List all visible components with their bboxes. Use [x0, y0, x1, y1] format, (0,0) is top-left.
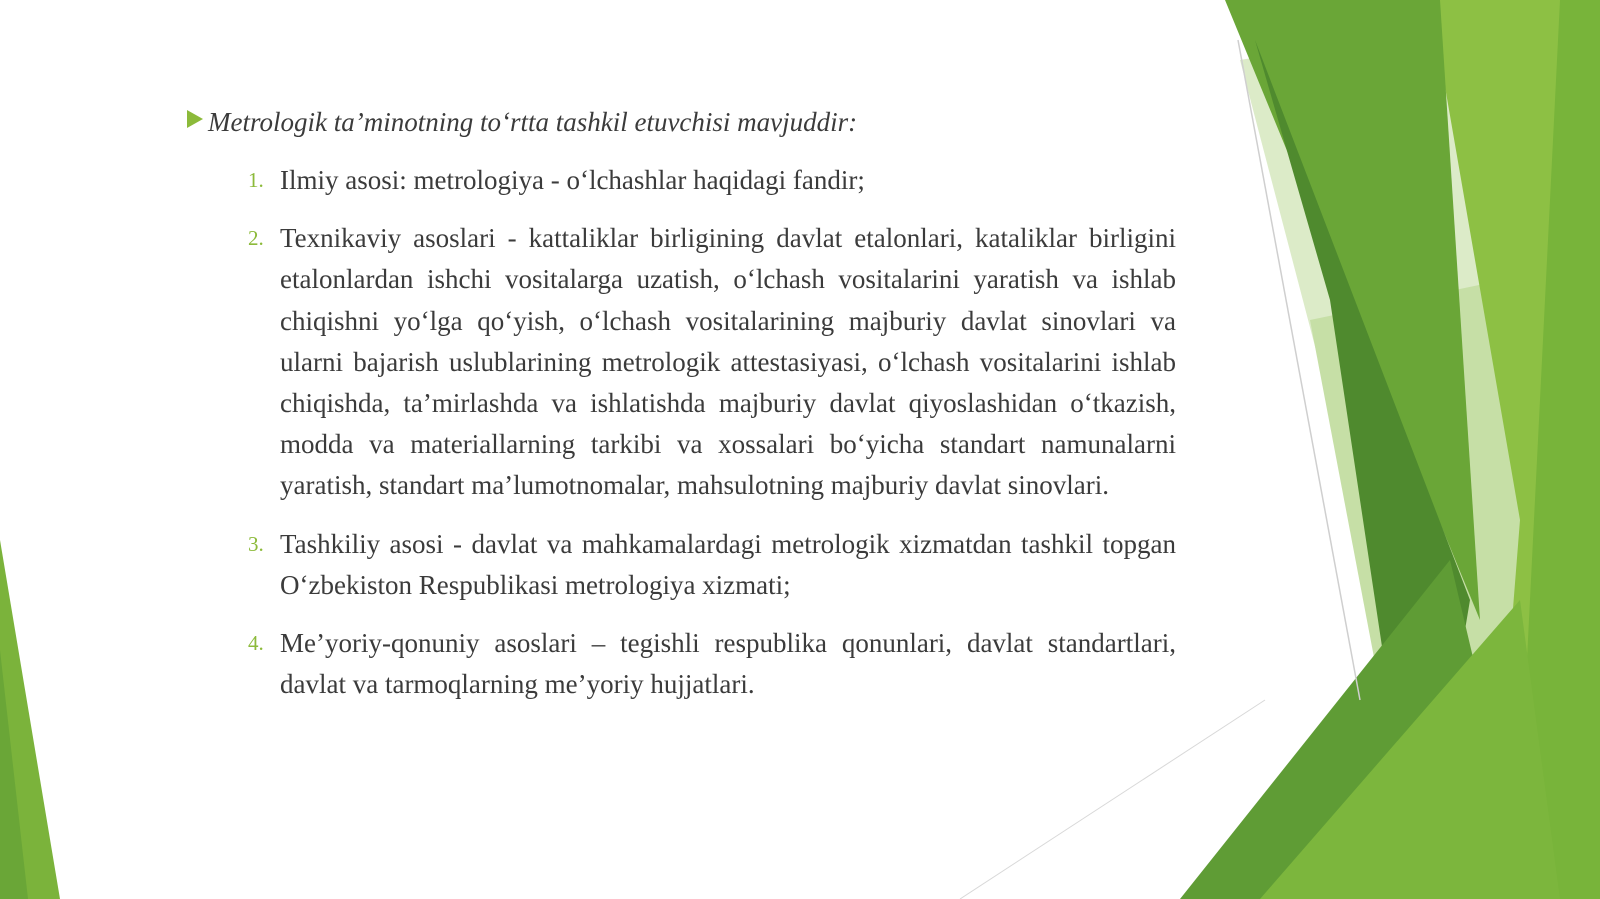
numbered-list: [248, 160, 1176, 722]
list-item-number: 1.: [248, 168, 264, 192]
list-item: [248, 160, 1176, 201]
list-item-text: Ilmiy asosi: metrologiya - o‘lchashlar haqidagi fandir;: [280, 165, 865, 195]
list-item-text: Tashkiliy asosi - davlat va mahkamalardagi metrologik xizmatdan tashkil topgan O‘zbekiston Respublikasi metrologiya xizmati;: [280, 528, 1176, 600]
list-item: [248, 524, 1176, 606]
list-item-number: 2.: [248, 226, 264, 251]
list-item-text: Me’yoriy-qonuniy asoslari – tegishli respublika qonunlari, davlat standartlari, davlat va tarmoqlarning me’yoriy hujjatlari.: [280, 628, 1176, 700]
list-item: [248, 218, 1176, 506]
triangle-bullet-icon: [186, 108, 206, 130]
list-item: [248, 623, 1176, 705]
list-item-text: Texnikaviy asoslari - kattaliklar birligining davlat etalonlari, kataliklar birligini etalonlardan ishchi vositalarga uzatish, o‘lchash vositalarini yaratish va ishlab chiqishni yo‘lga qo‘yish, o‘lchash vositalarining majburiy davlat sinovlari va ularni bajarish uslublarining metrologik attestasiyasi, o‘lchash vositalarini ishlab chiqishda, ta’mirlashda va ishlatishda majburiy davlat qiyoslashidan o‘tkazish, modda va materiallarning tarkibi va xossalari bo‘yicha standart namunalarni yaratish, standart ma’lumotnomalar, mahsulotning majburiy davlat sinovlari.: [280, 223, 1176, 501]
slide-heading: [186, 102, 1186, 142]
heading-text: Metrologik ta’minotning to‘rtta tashkil etuvchisi mavjuddir:: [208, 107, 858, 137]
list-item-number: 4.: [248, 631, 264, 656]
list-item-number: 3.: [248, 531, 264, 556]
